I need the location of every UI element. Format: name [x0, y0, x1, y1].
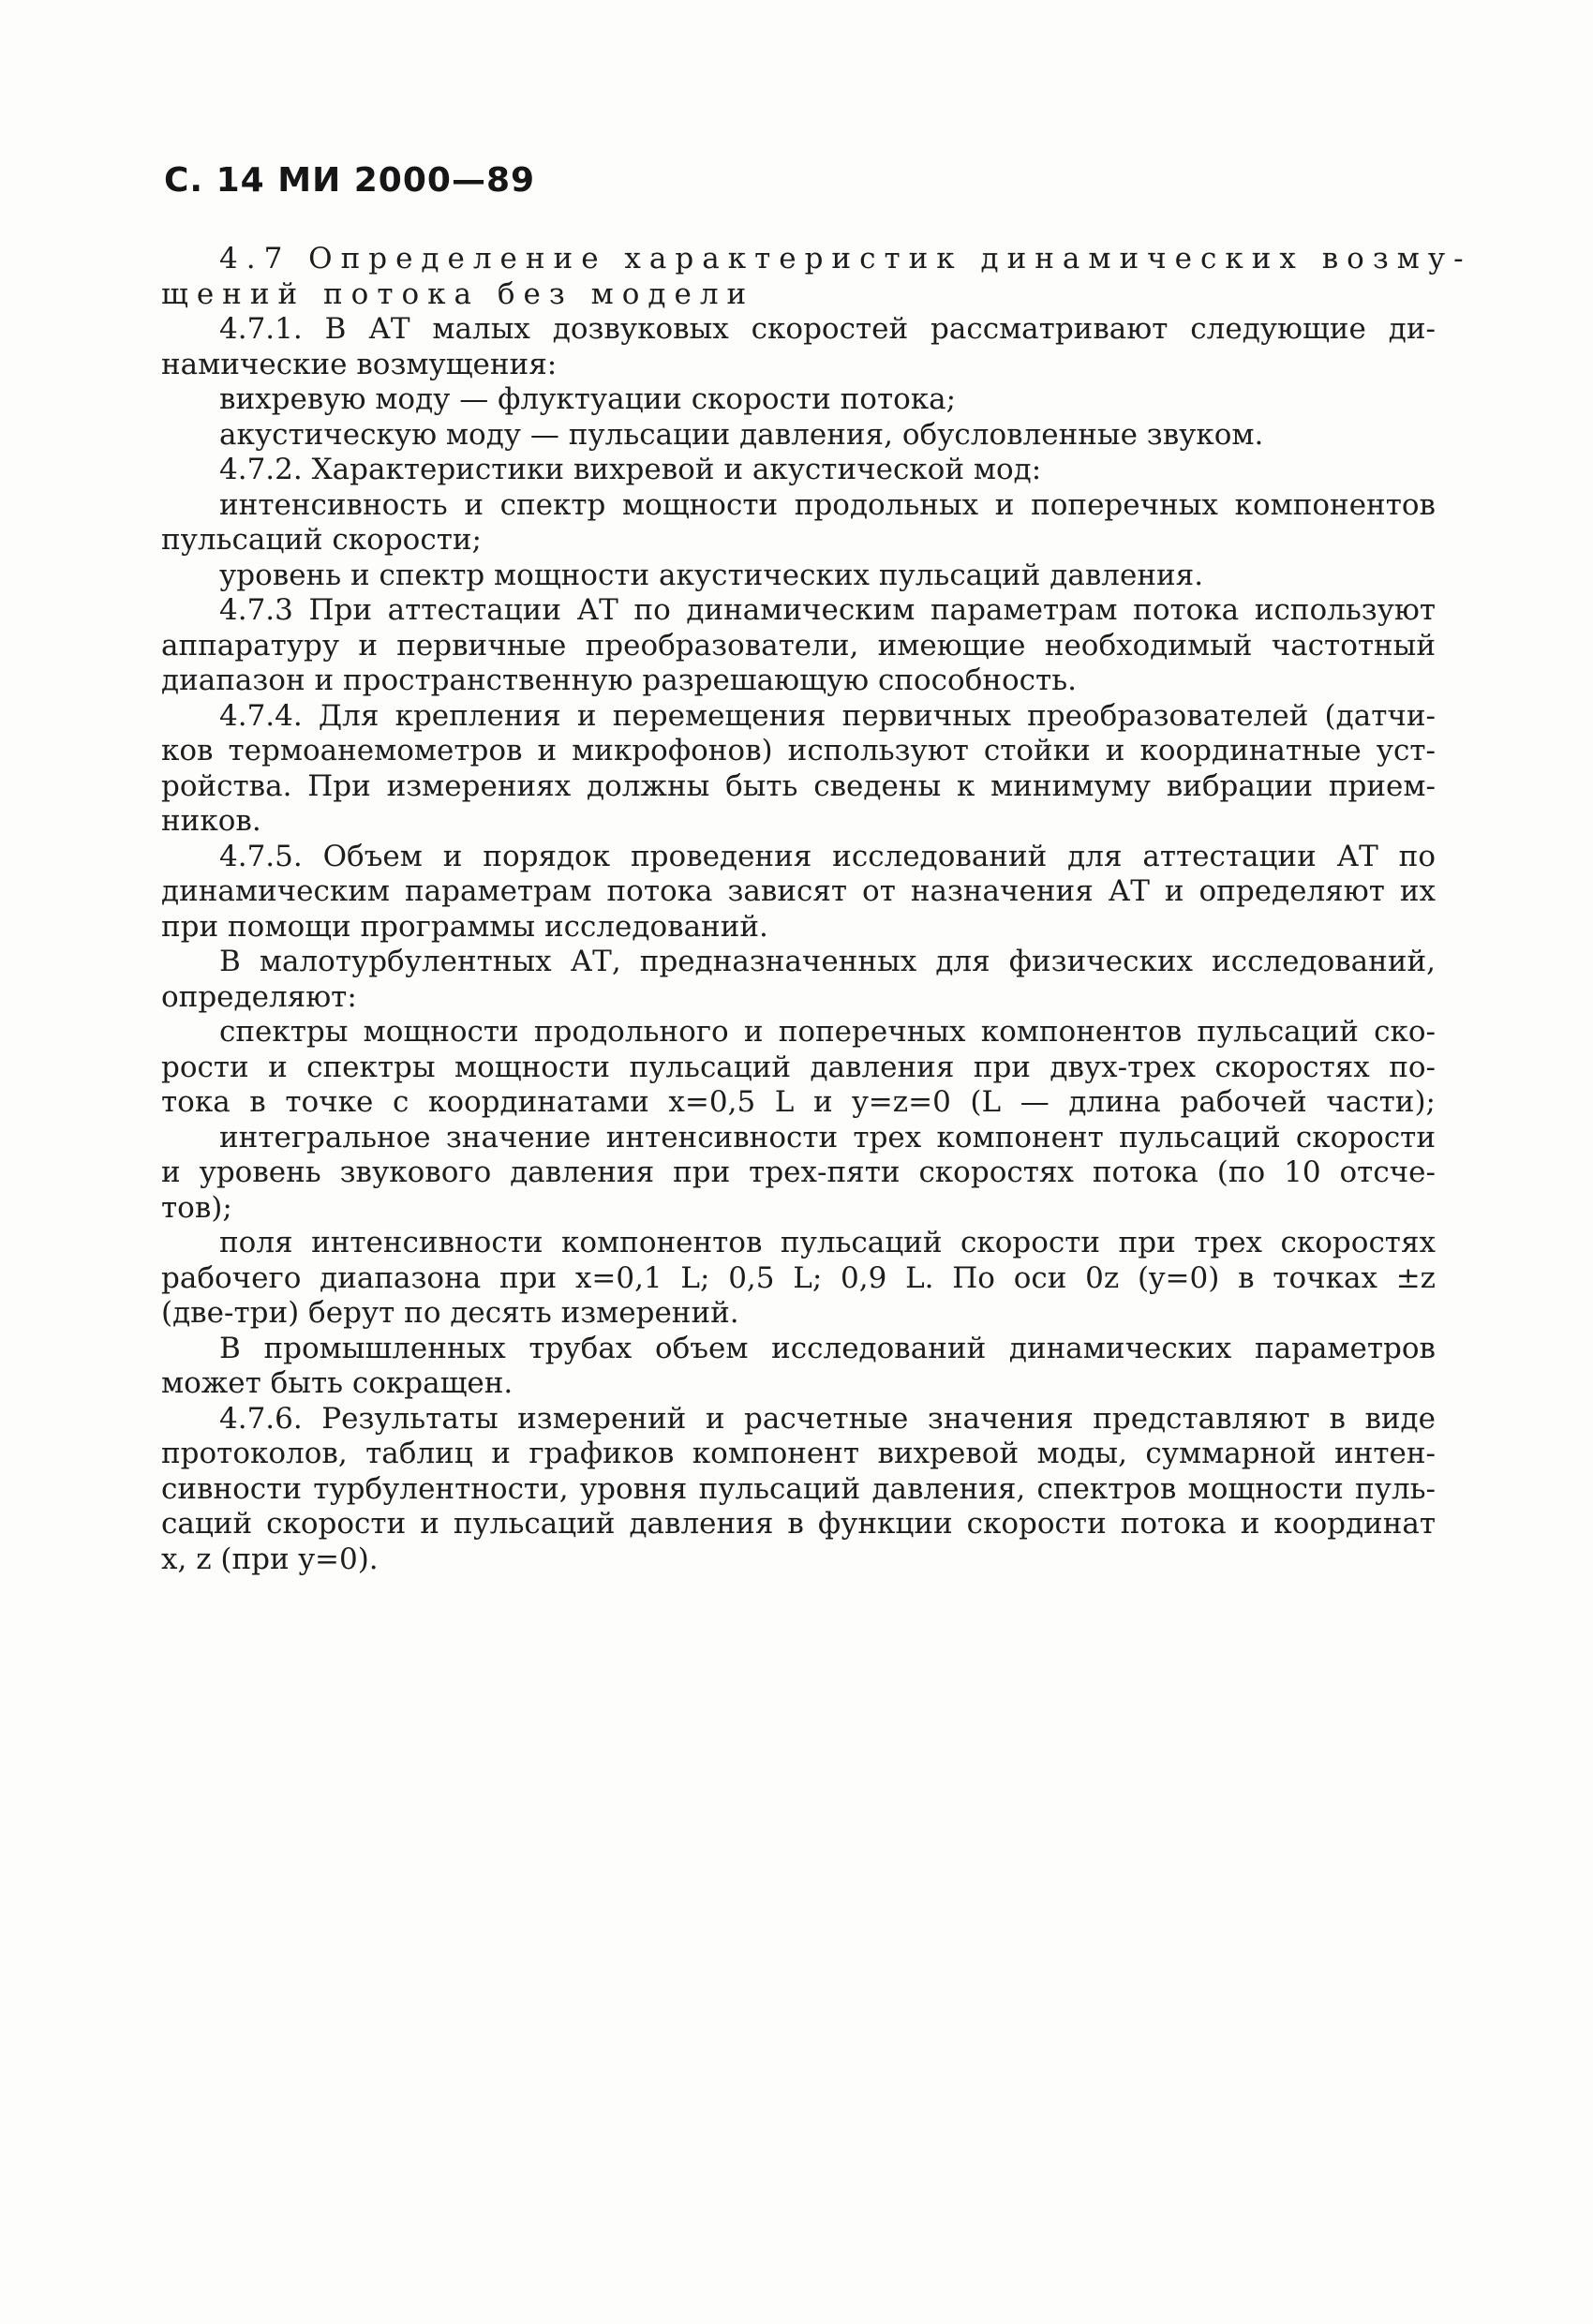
text-line: определяют:	[161, 979, 357, 1014]
text-line: ройства. При измерениях должны быть сведены к минимуму вибрации прием-	[161, 768, 1436, 803]
text-line: рабочего диапазона при x=0,1 L; 0,5 L; 0,9 L. По оси 0z (y=0) в точках ±z	[161, 1260, 1436, 1295]
text-line: тока в точке с координатами x=0,5 L и y=z=0 (L — длина рабочей части);	[161, 1085, 1436, 1119]
text-line: аппаратуру и первичные преобразователи, имеющие необходимый частотный	[161, 628, 1436, 663]
text-line: может быть сокращен.	[161, 1366, 514, 1400]
text-line: пульсаций скорости;	[161, 523, 482, 557]
text-line: саций скорости и пульсаций давления в функции скорости потока и координат	[161, 1507, 1436, 1541]
text-line: 4.7.5. Объем и порядок проведения исследований для аттестации АТ по	[219, 839, 1436, 873]
text-line: намические возмущения:	[161, 347, 558, 381]
text-line: акустическую моду — пульсации давления, обусловленные звуком.	[219, 417, 1264, 452]
text-line: 4.7.4. Для крепления и перемещения первичных преобразователей (датчи-	[219, 698, 1436, 733]
section-4-7-text	[161, 242, 1472, 1577]
text-line: 4.7 Определение характеристик динамических возму-	[219, 242, 1472, 276]
text-line: диапазон и пространственную разрешающую способность.	[161, 663, 1077, 697]
text-line: уровень и спектр мощности акустических пульсаций давления.	[219, 558, 1204, 592]
text-line: сивности турбулентности, уровня пульсаций давления, спектров мощности пуль-	[161, 1471, 1436, 1506]
page-header: С. 14 МИ 2000—89	[164, 161, 536, 200]
text-line: вихревую моду — флуктуации скорости потока;	[219, 382, 957, 416]
text-line: В промышленных трубах объем исследований динамических параметров	[219, 1331, 1436, 1365]
text-line: интенсивность и спектр мощности продольных и поперечных компонентов	[219, 487, 1436, 522]
text-line: 4.7.3 При аттестации АТ по динамическим параметрам потока используют	[219, 593, 1436, 627]
text-line: при помощи программы исследований.	[161, 909, 768, 944]
text-line: 4.7.1. В АТ малых дозвуковых скоростей рассматривают следующие ди-	[219, 312, 1436, 346]
text-line: x, z (при y=0).	[161, 1542, 379, 1576]
text-line: тов);	[161, 1190, 232, 1225]
text-line: интегральное значение интенсивности трех компонент пульсаций скорости	[219, 1120, 1436, 1155]
text-line: ков термоанемометров и микрофонов) используют стойки и координатные уст-	[161, 734, 1436, 767]
text-line: 4.7.6. Результаты измерений и расчетные значения представляют в виде	[219, 1401, 1436, 1436]
text-line: (две-три) берут по десять измерений.	[161, 1296, 739, 1330]
text-line: поля интенсивности компонентов пульсаций скорости при трех скоростях	[219, 1226, 1436, 1259]
text-line: спектры мощности продольного и поперечных компонентов пульсаций ско-	[219, 1015, 1436, 1049]
text-line: 4.7.2. Характеристики вихревой и акустической мод:	[219, 453, 1042, 486]
text-line: ников.	[161, 804, 261, 838]
text-line: щений потока без модели	[161, 276, 755, 311]
text-line: динамическим параметрам потока зависят от назначения АТ и определяют их	[161, 874, 1436, 908]
text-line: рости и спектры мощности пульсаций давления при двух-трех скоростях по-	[161, 1050, 1436, 1084]
text-line: В малотурбулентных АТ, предназначенных для физических исследований,	[219, 945, 1436, 978]
text-line: протоколов, таблиц и графиков компонент вихревой моды, суммарной интен-	[161, 1437, 1436, 1470]
text-line: и уровень звукового давления при трех-пяти скоростях потока (по 10 отсче-	[161, 1155, 1436, 1189]
